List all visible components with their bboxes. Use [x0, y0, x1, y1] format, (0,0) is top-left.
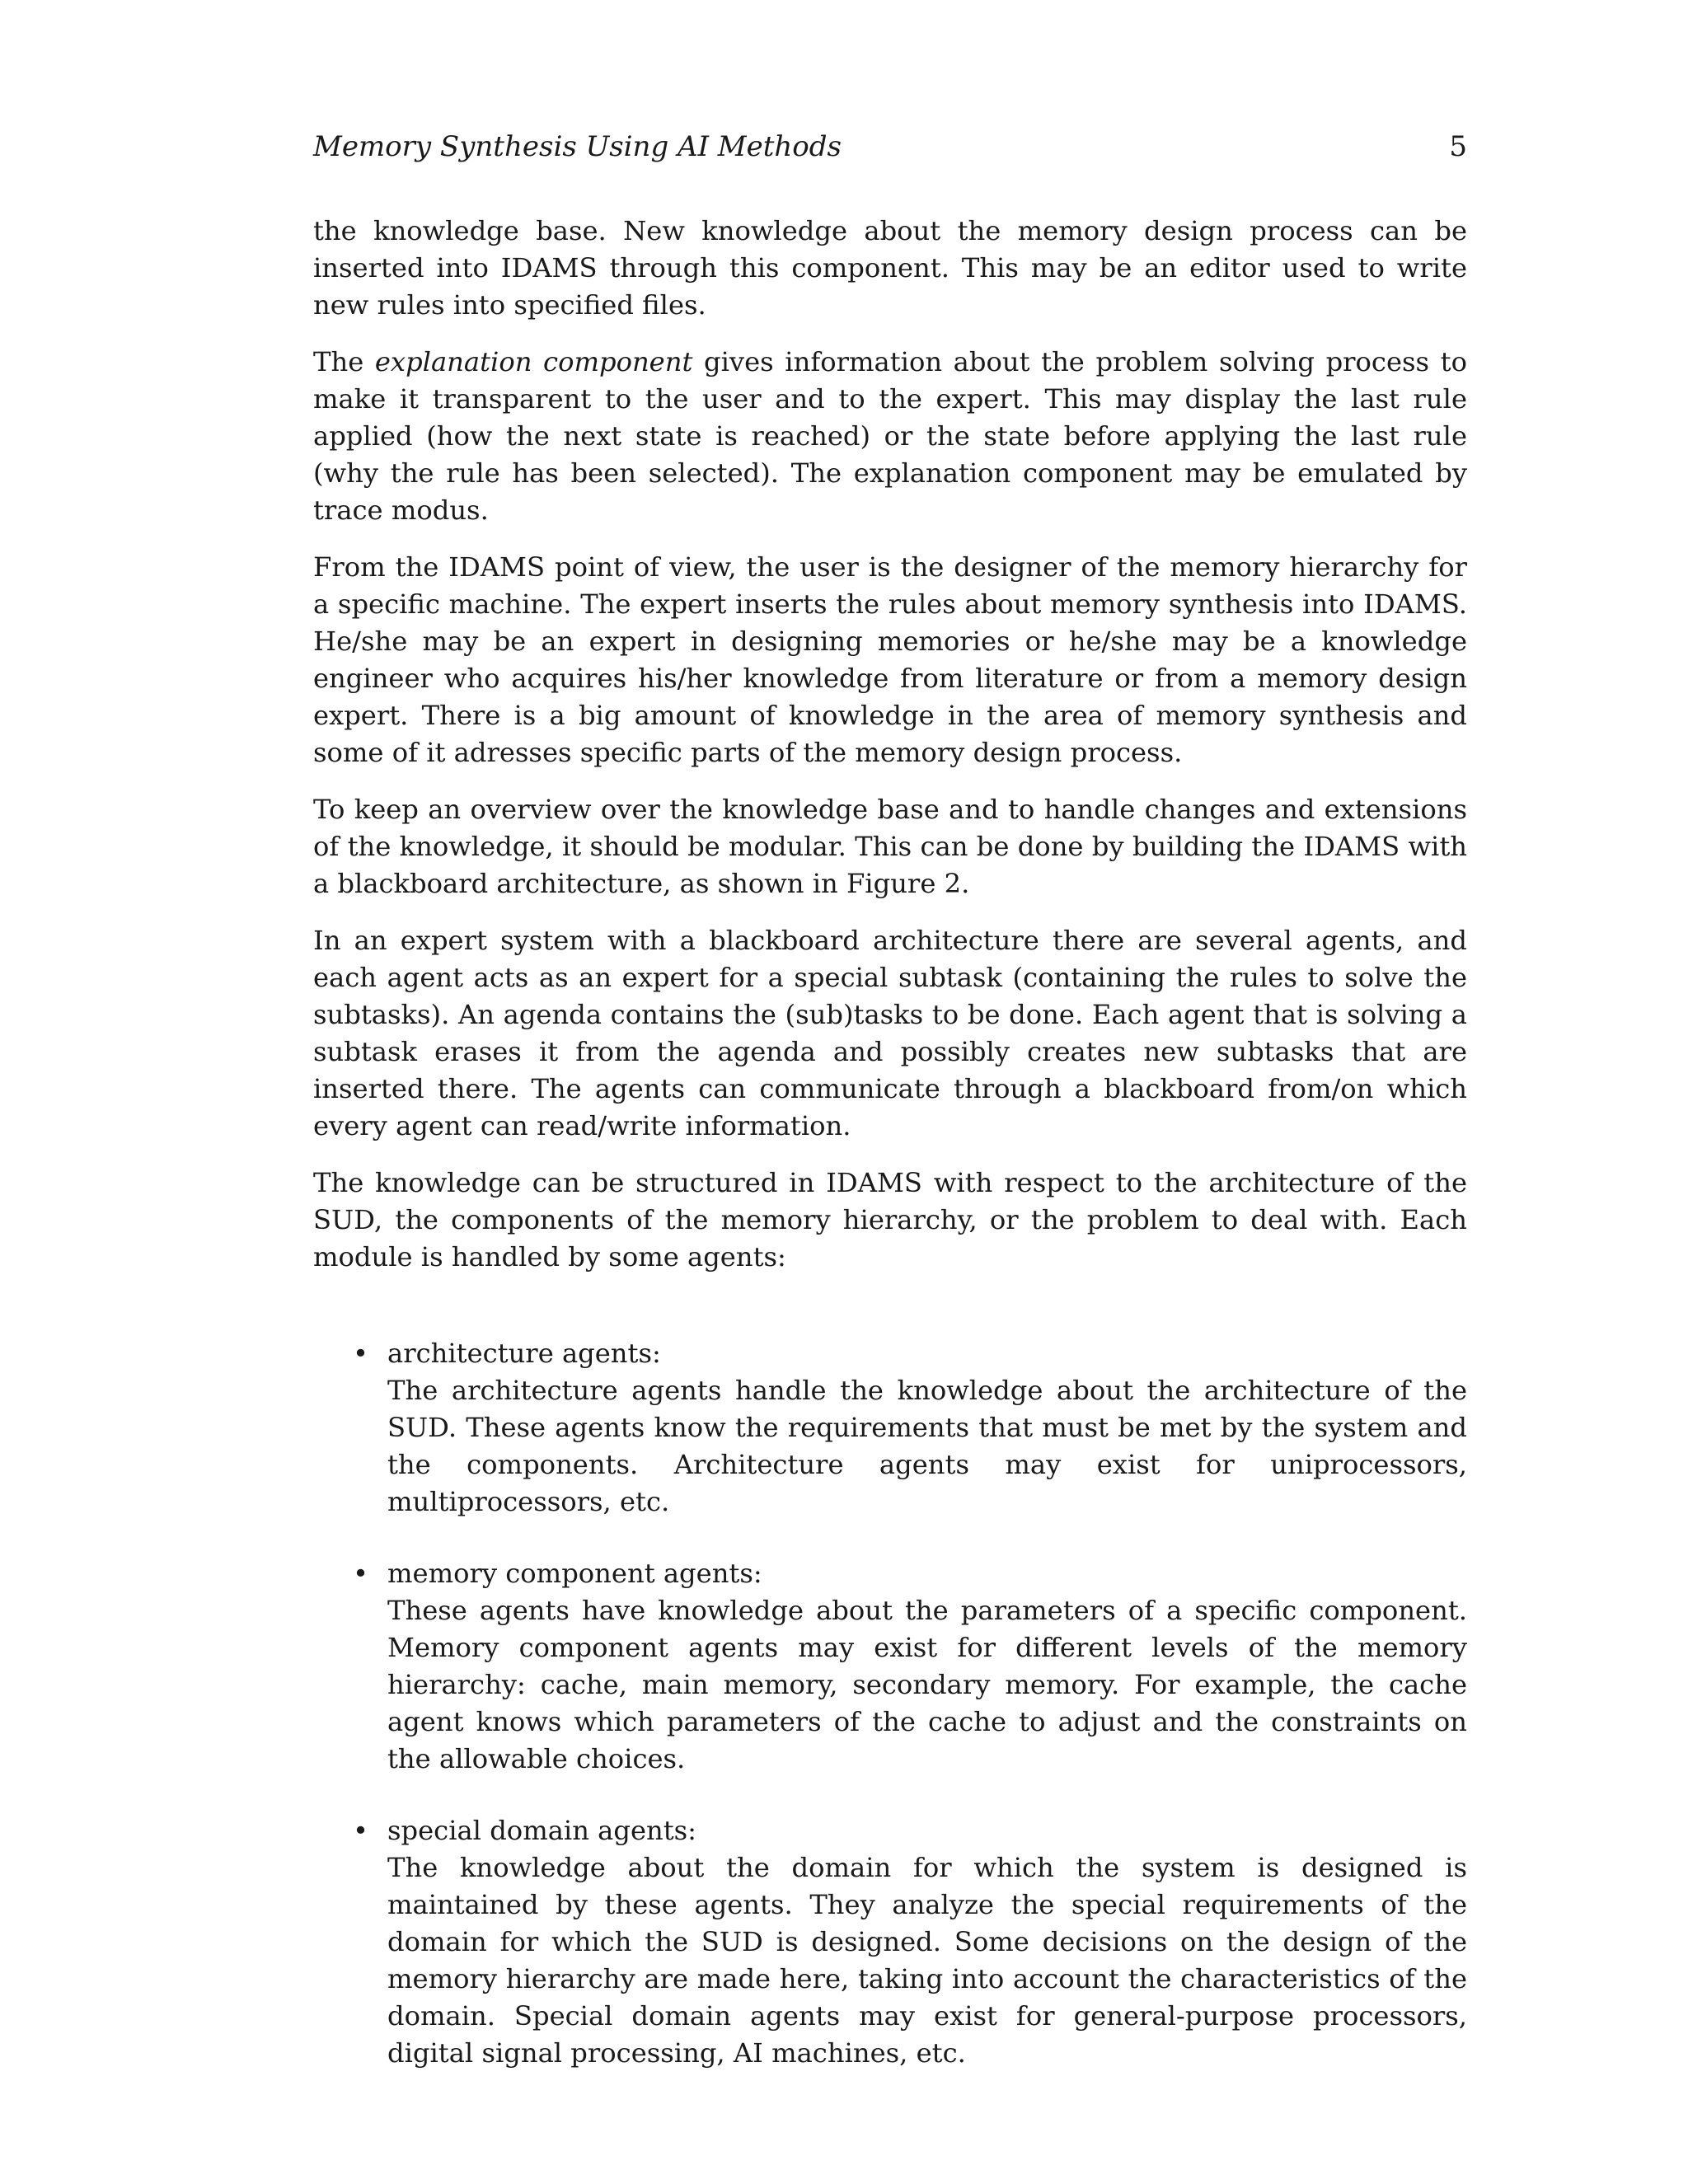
paragraph-3: [313, 549, 1467, 771]
list-item-description: These agents have knowledge about the parameters of a specific component. Memory component agents may exist for different levels of the memory hierarchy: cache, main memory, secondary memory. For example, the cache agent knows which parameters of the cache to adjust and the constraints on the allowable choices.: [387, 1595, 1467, 1774]
paragraph-4: [313, 791, 1467, 902]
paragraph-2: [313, 344, 1467, 529]
bullet-icon: •: [353, 1815, 368, 1846]
bullet-icon: •: [353, 1338, 368, 1369]
paragraph-text: From the IDAMS point of view, the user is the designer of the memory hierarchy for a specific machine. The expert inserts the rules about memory synthesis into IDAMS. He/she may be an expert in designing memories or he/she may be a knowledge engineer who acquires his/her knowledge from literature or from a memory design expert. There is a big amount of knowledge in the area of memory synthesis and some of it adresses specific parts of the memory design process.: [313, 551, 1467, 768]
list-item-description: The knowledge about the domain for which the system is designed is maintained by these agents. They analyze the special requirements of the domain for which the SUD is designed. Some decisions on the design of the memory hierarchy are made here, taking into account the characteristics of the domain. Special domain agents may exist for general-purpose processors, digital signal processing, AI machines, etc.: [387, 1852, 1467, 2069]
list-item-special-domain-agents: [313, 1812, 1467, 2072]
bullet-icon: •: [353, 1558, 368, 1589]
list-item-architecture-agents: [313, 1335, 1467, 1521]
paragraph-text: gives information about the problem solving process to make it transparent to the user and to the expert. This may display the last rule applied (how the next state is reached) or the state before applying the last rule (why the rule has been selected). The explanation component may be emulated by trace modus.: [313, 346, 1467, 526]
list-item-description: The architecture agents handle the knowledge about the architecture of the SUD. These agents know the requirements that must be met by the system and the components. Architecture agents may exist for uniprocessors, multiprocessors, etc.: [387, 1375, 1467, 1517]
paragraph-6: [313, 1165, 1467, 1276]
emphasized-term: explanation component: [374, 346, 693, 377]
list-item-title: special domain agents:: [387, 1815, 697, 1846]
list-item-title: memory component agents:: [387, 1558, 762, 1589]
body-text: [313, 213, 1467, 2072]
paragraph-text: The knowledge can be structured in IDAMS with respect to the architecture of the SUD, the components of the memory hierarchy, or the problem to deal with. Each module is handled by some agents:: [313, 1167, 1467, 1272]
paragraph-text: the knowledge base. New knowledge about the memory design process can be inserted into IDAMS through this component. This may be an editor used to write new rules into specified files.: [313, 215, 1467, 321]
paragraph-text: To keep an overview over the knowledge base and to handle changes and extensions of the knowledge, it should be modular. This can be done by building the IDAMS with a blackboard architecture, as shown in Figure 2.: [313, 794, 1467, 899]
list-item-title: architecture agents:: [387, 1338, 661, 1369]
paragraph-1: [313, 213, 1467, 324]
paragraph-text: The: [313, 346, 375, 377]
page: [313, 124, 1467, 2107]
paragraph-text: In an expert system with a blackboard architecture there are several agents, and each agent acts as an expert for a special subtask (containing the rules to solve the subtasks). An agenda contains the (sub)tasks to be done. Each agent that is solving a subtask erases it from the agenda and possibly creates new subtasks that are inserted there. The agents can communicate through a blackboard from/on which every agent can read/write information.: [313, 925, 1467, 1141]
page-number: 5: [1449, 130, 1467, 163]
agent-list: [313, 1335, 1467, 2072]
running-head: [313, 124, 1467, 173]
running-title: Memory Synthesis Using AI Methods: [313, 130, 842, 163]
list-item-memory-component-agents: [313, 1555, 1467, 1778]
paragraph-5: [313, 922, 1467, 1145]
